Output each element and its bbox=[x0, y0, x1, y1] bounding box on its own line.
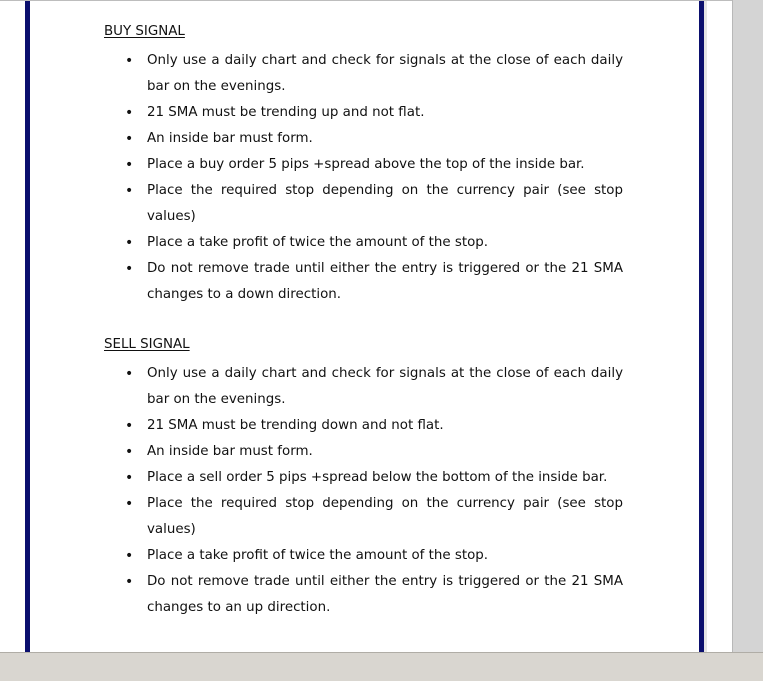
sell-rule-text: Place a take profit of twice the amount of the stop. bbox=[147, 548, 489, 563]
sell-signal-section bbox=[104, 335, 634, 621]
bullet-icon: • bbox=[125, 444, 134, 460]
sell-rule-text: Only use a daily chart and check for signals at the close of each daily bar on the evenings. bbox=[147, 366, 623, 407]
bullet-icon: • bbox=[125, 366, 134, 382]
sell-rule-text: Place a sell order 5 pips +spread below the bottom of the inside bar. bbox=[147, 470, 608, 485]
buy-rule-item bbox=[104, 100, 623, 126]
bullet-icon: • bbox=[125, 157, 134, 173]
bullet-icon: • bbox=[125, 496, 134, 512]
bullet-icon: • bbox=[125, 418, 134, 434]
buy-rule-text: Place the required stop depending on the currency pair (see stop values) bbox=[147, 183, 623, 224]
sell-rule-item bbox=[104, 465, 623, 491]
sell-rule-item bbox=[104, 491, 623, 543]
buy-rule-item bbox=[104, 230, 623, 256]
page-shadow bbox=[704, 1, 707, 652]
bullet-icon: • bbox=[125, 548, 134, 564]
buy-rule-text: An inside bar must form. bbox=[147, 131, 313, 146]
buy-rule-text: Only use a daily chart and check for signals at the close of each daily bar on the evenings. bbox=[147, 53, 623, 94]
viewer-side-gutter bbox=[732, 0, 763, 652]
bullet-icon: • bbox=[125, 183, 134, 199]
bullet-icon: • bbox=[125, 470, 134, 486]
buy-rule-item bbox=[104, 48, 623, 100]
sell-rule-item bbox=[104, 569, 623, 621]
sell-rule-item bbox=[104, 439, 623, 465]
bullet-icon: • bbox=[125, 261, 134, 277]
buy-rule-item bbox=[104, 126, 623, 152]
sell-rule-item bbox=[104, 543, 623, 569]
sell-rule-item bbox=[104, 361, 623, 413]
bullet-icon: • bbox=[125, 574, 134, 590]
buy-rule-text: Do not remove trade until either the entry is triggered or the 21 SMA changes to a down direction. bbox=[147, 261, 623, 302]
sell-rule-text: Place the required stop depending on the currency pair (see stop values) bbox=[147, 496, 623, 537]
buy-rule-item bbox=[104, 178, 623, 230]
buy-rule-item bbox=[104, 256, 623, 308]
buy-signal-heading: BUY SIGNAL bbox=[104, 24, 185, 39]
buy-rule-text: Place a buy order 5 pips +spread above the top of the inside bar. bbox=[147, 157, 585, 172]
bullet-icon: • bbox=[125, 235, 134, 251]
sell-rule-item bbox=[104, 413, 623, 439]
bullet-icon: • bbox=[125, 53, 134, 69]
buy-rule-text: 21 SMA must be trending up and not flat. bbox=[147, 105, 425, 120]
sell-rule-text: Do not remove trade until either the entry is triggered or the 21 SMA changes to an up direction. bbox=[147, 574, 623, 615]
viewer-status-bar bbox=[0, 652, 763, 681]
bullet-icon: • bbox=[125, 105, 134, 121]
sell-signal-heading: SELL SIGNAL bbox=[104, 337, 190, 352]
buy-rule-item bbox=[104, 152, 623, 178]
buy-signal-section bbox=[104, 22, 634, 308]
bullet-icon: • bbox=[125, 131, 134, 147]
sell-rule-text: 21 SMA must be trending down and not flat. bbox=[147, 418, 444, 433]
sell-signal-rules bbox=[104, 361, 634, 621]
sell-rule-text: An inside bar must form. bbox=[147, 444, 313, 459]
buy-signal-rules bbox=[104, 48, 634, 308]
buy-rule-text: Place a take profit of twice the amount of the stop. bbox=[147, 235, 489, 250]
